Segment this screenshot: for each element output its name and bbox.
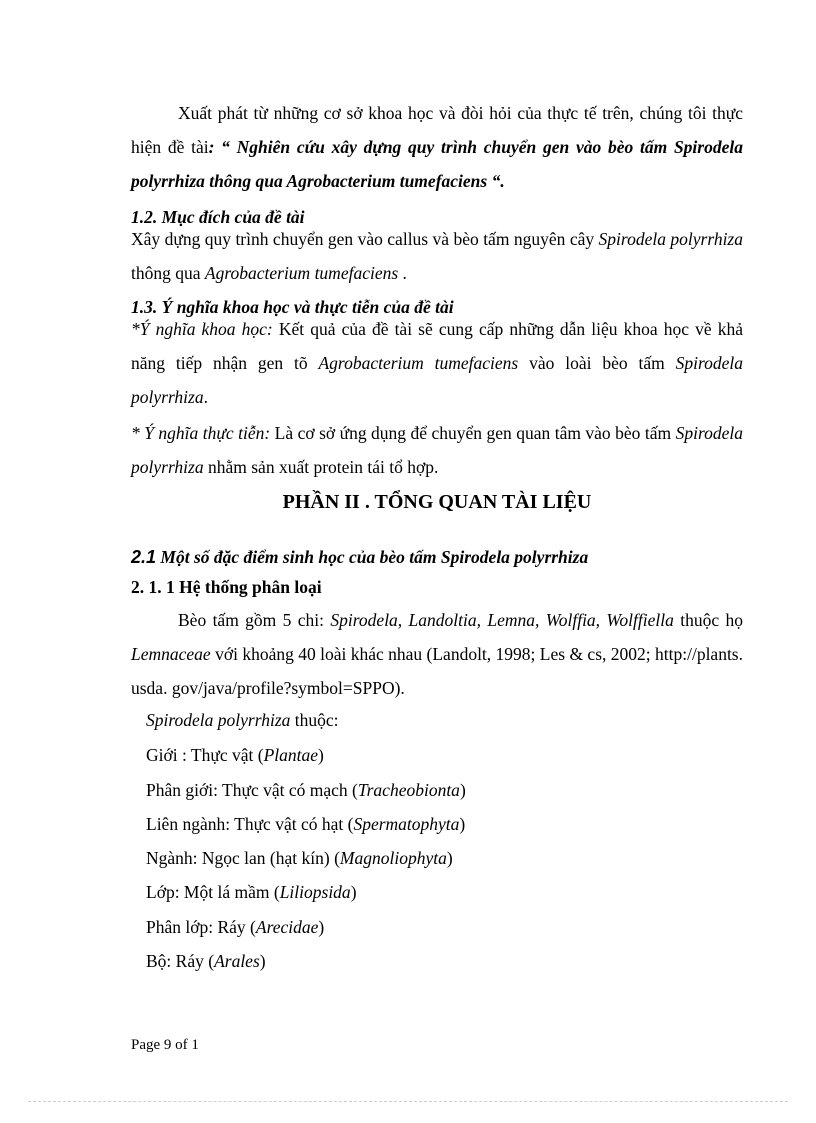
taxonomy-latin: Arecidae: [255, 917, 319, 937]
taxonomy-label: Giới : Thực vật (: [146, 745, 264, 765]
classification-genera: Spirodela, Landoltia, Lemna, Wolffia, Wolffiella: [330, 610, 674, 630]
science-text-3: .: [203, 387, 208, 407]
taxonomy-label: Phân giới: Thực vật có mạch (: [146, 780, 358, 800]
intro-paragraph: [131, 96, 743, 198]
classification-text: Bèo tấm gồm 5 chi:: [178, 610, 331, 630]
science-species: Spirodela polyrrhiza: [131, 353, 743, 407]
taxonomy-latin: Plantae: [263, 745, 318, 765]
classification-paragraph: [131, 603, 743, 705]
taxonomy-latin: Tracheobionta: [357, 780, 460, 800]
taxonomy-row: [146, 950, 266, 972]
practice-text: Là cơ sở ứng dụng để chuyển gen quan tâm vào bèo tấm: [270, 423, 676, 443]
thesis-title-suffix: thông qua Agrobacterium tumefaciens “.: [204, 171, 505, 191]
purpose-bacterium: Agrobacterium tumefaciens: [204, 263, 399, 283]
taxonomy-intro: [146, 709, 339, 731]
taxonomy-label: Phân lớp: Ráy (: [146, 917, 256, 937]
taxonomy-intro-suffix: thuộc:: [290, 710, 339, 730]
practice-text-2: nhằm sản xuất protein tái tổ hợp.: [203, 457, 439, 477]
taxonomy-close: ): [459, 814, 466, 834]
taxonomy-row: [146, 847, 453, 869]
taxonomy-close: ): [259, 951, 266, 971]
taxonomy-close: ): [446, 848, 453, 868]
purpose-text-2: thông qua: [131, 263, 205, 283]
taxonomy-row: [146, 916, 324, 938]
heading-1-2: 1.2. Mục đích của đề tài: [131, 207, 305, 227]
taxonomy-close: ): [350, 882, 357, 902]
practice-species: Spirodela polyrrhiza: [131, 423, 743, 477]
science-text-2: vào loài bèo tấm: [518, 353, 676, 373]
purpose-species: Spirodela polyrrhiza: [598, 229, 743, 249]
taxonomy-close: ): [459, 780, 466, 800]
taxonomy-row: [146, 779, 466, 801]
purpose-text: Xây dựng quy trình chuyển gen vào callus và bèo tấm nguyên cây: [131, 229, 599, 249]
heading-2-1: [131, 546, 743, 568]
taxonomy-label: Ngành: Ngọc lan (hạt kín) (: [146, 848, 340, 868]
classification-text-3: với khoảng 40 loài khác nhau (Landolt, 1998; Les & cs, 2002; http://plants. usda. gov/java/profile?symbol=SPPO).: [131, 644, 743, 698]
thesis-title-species: Spirodela polyrrhiza: [131, 137, 743, 191]
taxonomy-latin: Spermatophyta: [353, 814, 460, 834]
intro-lead: Xuất phát từ những cơ sở khoa học và đòi hỏi của thực tế trên, chúng tôi thực hiện đề tài: [131, 103, 743, 157]
taxonomy-close: ): [318, 917, 325, 937]
heading-2-1-1: 2. 1. 1 Hệ thống phân loại: [131, 577, 322, 597]
science-label: *Ý nghĩa khoa học:: [131, 319, 273, 339]
classification-text-2: thuộc họ: [673, 610, 743, 630]
practice-label: * Ý nghĩa thực tiễn:: [131, 423, 271, 443]
thesis-title-prefix: : “ Nghiên cứu xây dựng quy trình chuyển gen vào bèo tấm: [208, 137, 674, 157]
science-paragraph: [131, 312, 743, 414]
part-heading: PHẦN II . TỔNG QUAN TÀI LIỆU: [282, 491, 592, 513]
science-text: Kết quả của đề tài sẽ cung cấp những dẫn liệu khoa học về khả năng tiếp nhận gen tõ: [131, 319, 743, 373]
taxonomy-row: [146, 813, 465, 835]
page-separator: [28, 1101, 788, 1102]
classification-family: Lemnaceae: [131, 644, 211, 664]
taxonomy-close: ): [318, 745, 324, 765]
taxonomy-label: Bộ: Ráy (: [146, 951, 215, 971]
taxonomy-label: Liên ngành: Thực vật có hạt (: [146, 814, 354, 834]
purpose-text-3: .: [398, 263, 407, 283]
page-footer: Page 9 of 1: [131, 1037, 199, 1053]
heading-2-1-number: 2.1: [131, 547, 157, 567]
heading-2-1-text: Một số đặc điểm sinh học của bèo tấm Spirodela polyrrhiza: [156, 547, 589, 567]
taxonomy-latin: Arales: [214, 951, 260, 971]
practice-paragraph: [131, 416, 743, 484]
taxonomy-species: Spirodela polyrrhiza: [146, 710, 291, 730]
heading-1-3: 1.3. Ý nghĩa khoa học và thực tiễn của đề tài: [131, 297, 454, 317]
taxonomy-row: [146, 744, 324, 766]
purpose-paragraph: [131, 222, 743, 290]
science-bacterium: Agrobacterium tumefaciens: [318, 353, 519, 373]
taxonomy-label: Lớp: Một lá mầm (: [146, 882, 280, 902]
taxonomy-row: [146, 881, 357, 903]
taxonomy-latin: Magnoliophyta: [339, 848, 447, 868]
taxonomy-latin: Liliopsida: [279, 882, 351, 902]
